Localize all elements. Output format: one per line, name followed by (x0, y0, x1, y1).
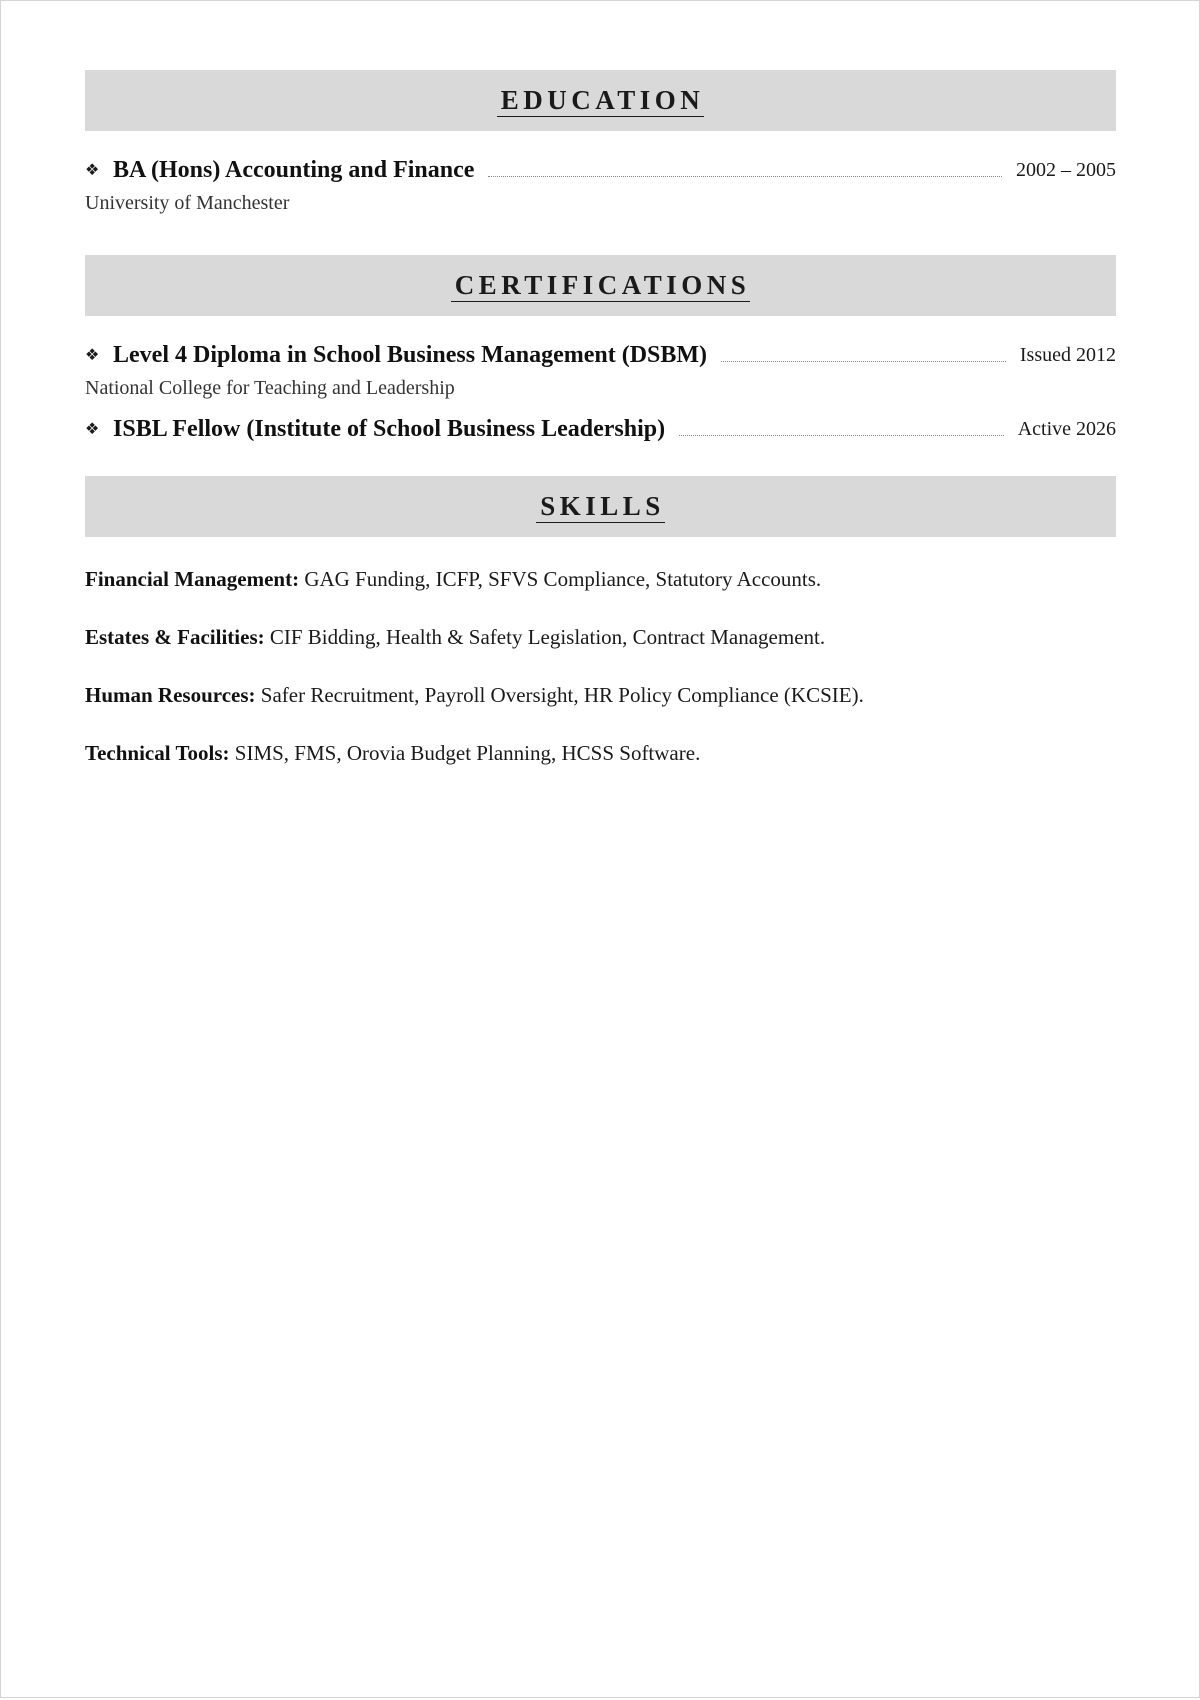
diamond-bullet-icon: ❖ (85, 160, 100, 179)
skill-label: Estates & Facilities: (85, 625, 265, 649)
skill-value: GAG Funding, ICFP, SFVS Compliance, Statutory Accounts. (299, 567, 822, 591)
certification-date: Issued 2012 (1019, 343, 1116, 366)
skill-line (85, 565, 1116, 593)
skill-value: Safer Recruitment, Payroll Oversight, HR Policy Compliance (KCSIE). (255, 683, 864, 707)
certification-name: ISBL Fellow (Institute of School Business Leadership) (113, 415, 666, 442)
education-entry (85, 150, 1116, 190)
diamond-bullet-icon: ❖ (85, 345, 100, 364)
skill-value: SIMS, FMS, Orovia Budget Planning, HCSS Software. (229, 741, 701, 765)
diamond-bullet-icon: ❖ (85, 419, 100, 438)
education-section-header (85, 70, 1116, 131)
resume-content (85, 70, 1116, 797)
dotted-leader (721, 361, 1006, 362)
certifications-section-header (85, 255, 1116, 316)
education-section-title: EDUCATION (497, 85, 705, 117)
skill-value: CIF Bidding, Health & Safety Legislation, Contract Management. (264, 625, 826, 649)
degree-title: BA (Hons) Accounting and Finance (113, 156, 475, 183)
skill-label: Financial Management: (85, 567, 300, 591)
skill-label: Human Resources: (85, 683, 256, 707)
skills-section-header (85, 476, 1116, 537)
skill-label: Technical Tools: (85, 741, 230, 765)
certification-entry (85, 409, 1116, 449)
dotted-leader (679, 435, 1004, 436)
skill-line (85, 623, 1116, 651)
certification-entry (85, 335, 1116, 375)
certification-issuer: National College for Teaching and Leadership (85, 377, 455, 399)
institution-name: University of Manchester (85, 192, 290, 214)
dotted-leader (488, 176, 1002, 177)
certification-name: Level 4 Diploma in School Business Management (DSBM) (113, 341, 708, 368)
skill-line (85, 681, 1116, 709)
degree-dates: 2002 – 2005 (1016, 158, 1116, 181)
certification-date: Active 2026 (1017, 417, 1116, 440)
certifications-section-title: CERTIFICATIONS (451, 270, 751, 302)
skills-section-title: SKILLS (536, 491, 665, 523)
skill-line (85, 739, 1116, 767)
